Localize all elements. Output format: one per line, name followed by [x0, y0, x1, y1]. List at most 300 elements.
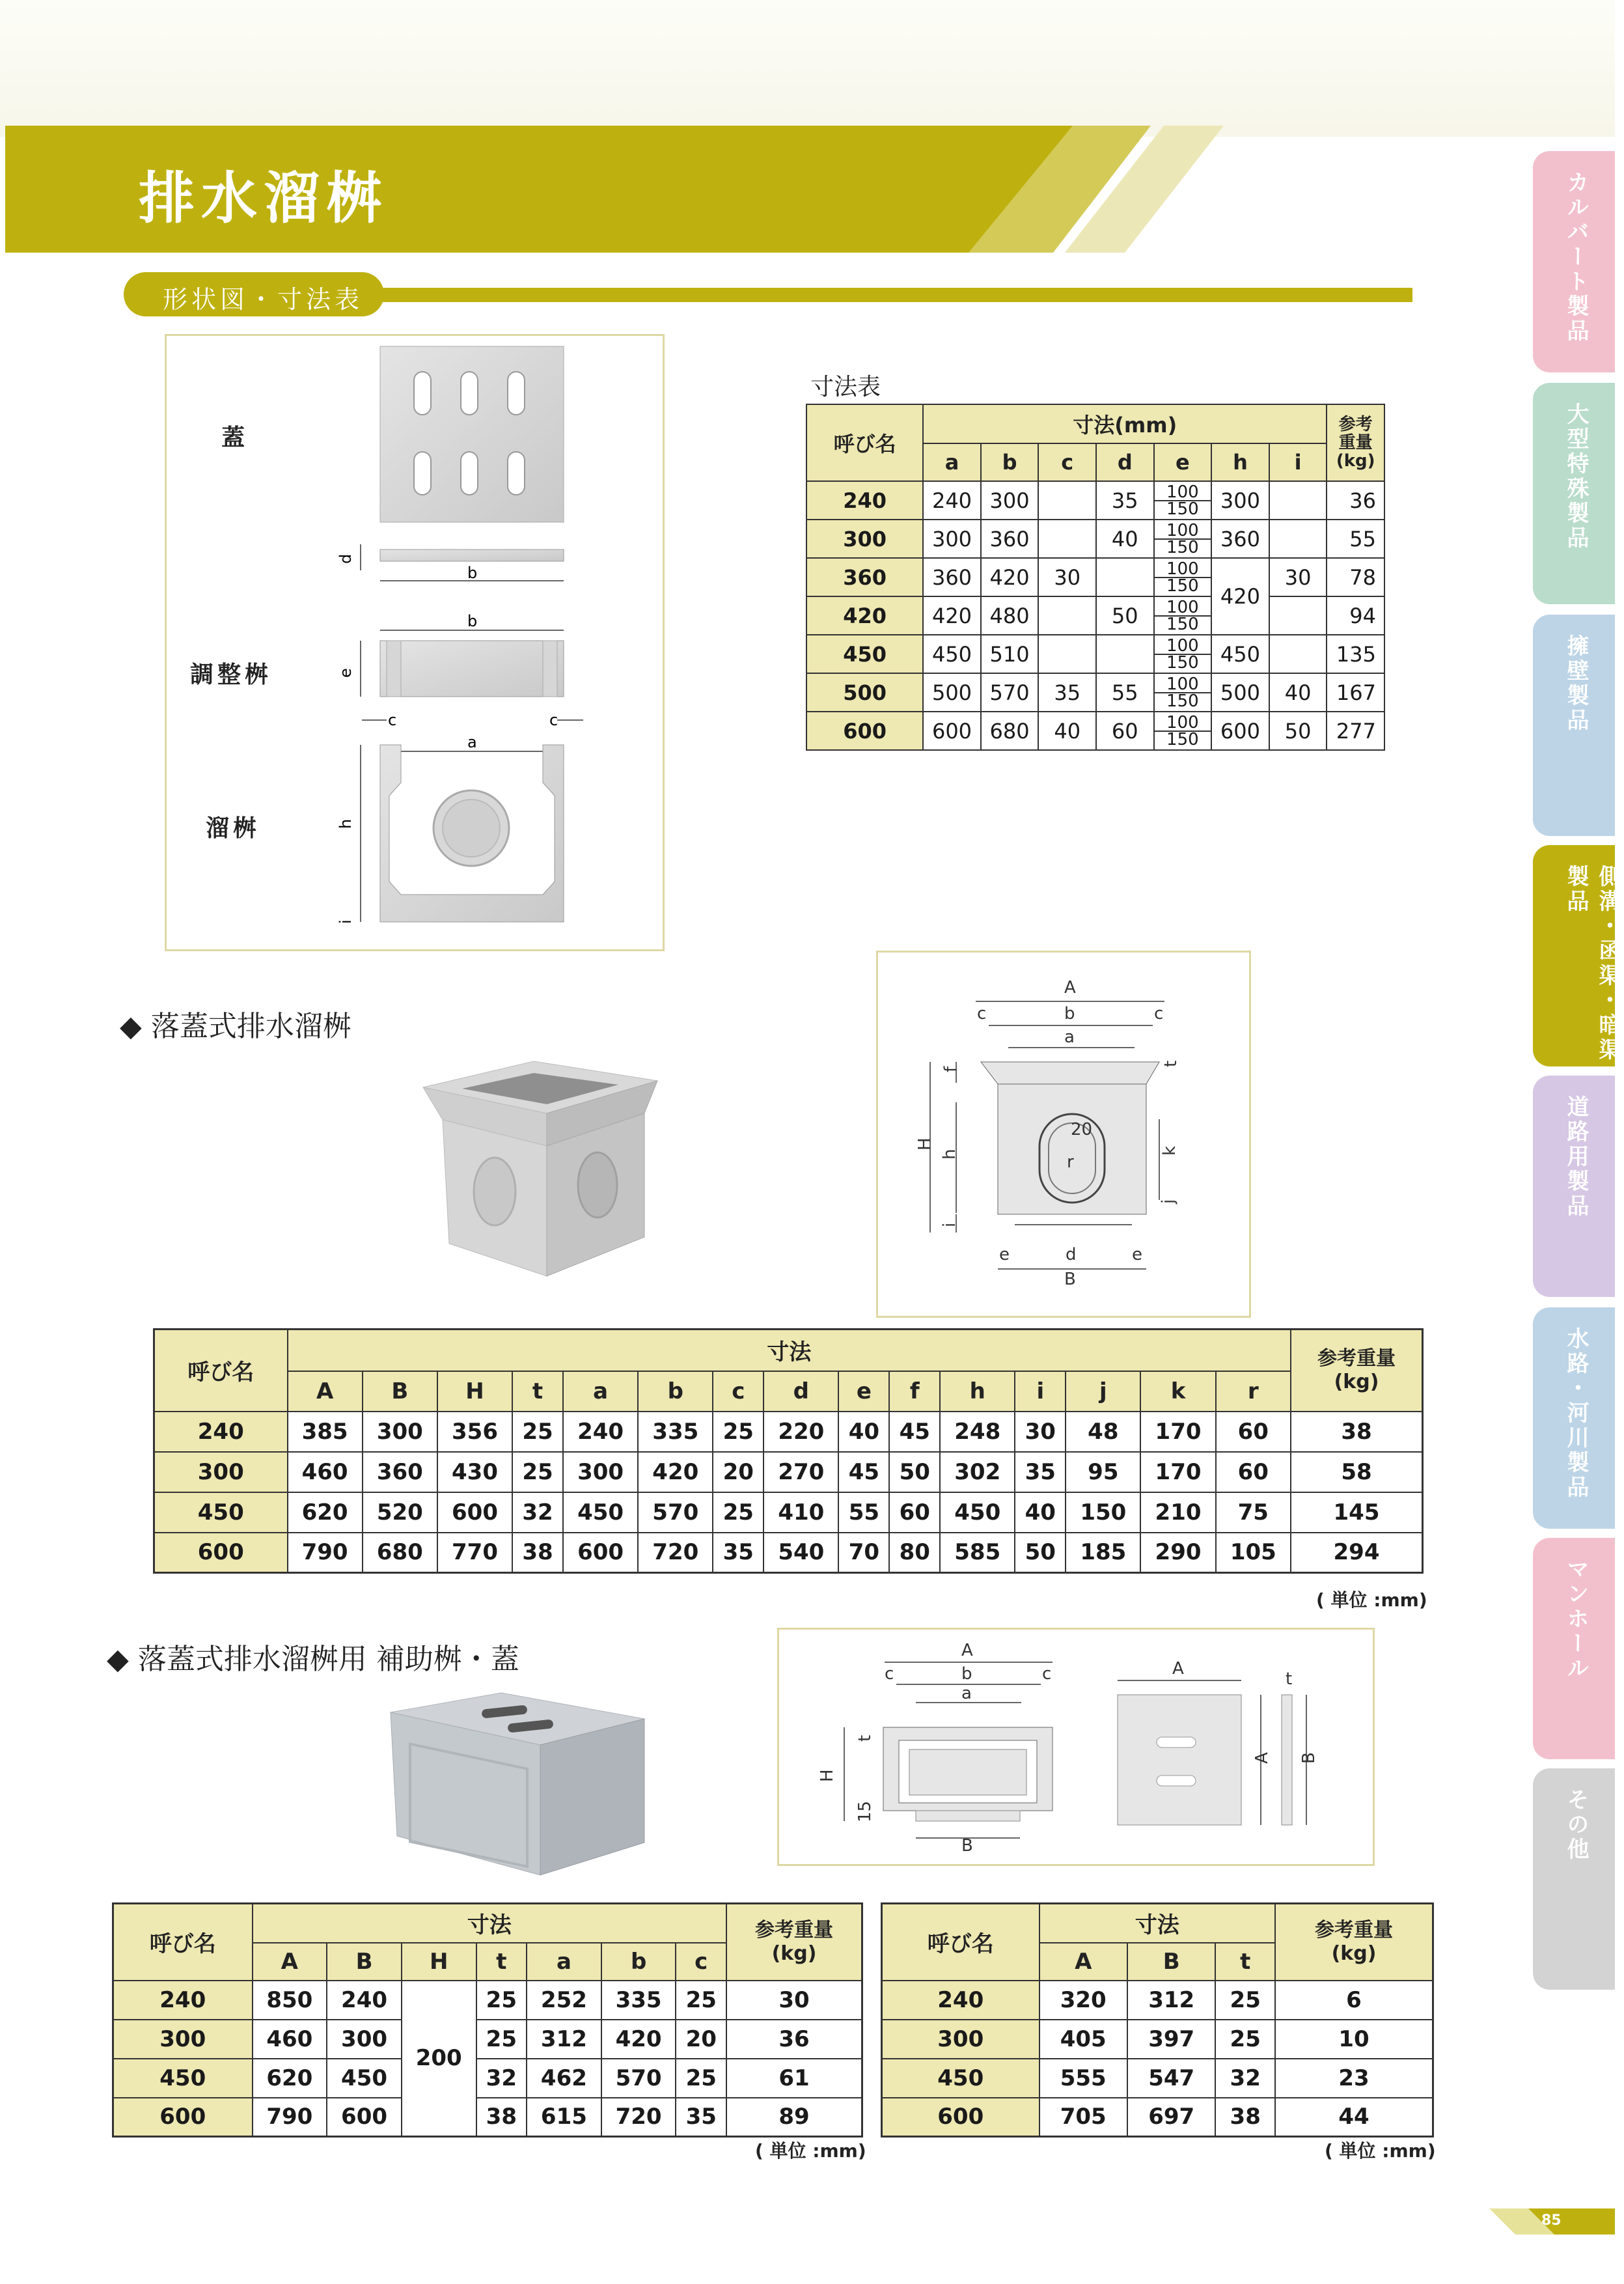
cell-k: 170 — [1140, 1452, 1215, 1492]
cell-H: 600 — [437, 1492, 512, 1533]
column-header: c — [676, 1943, 726, 1981]
cell-a: 420 — [923, 596, 981, 635]
table-row — [806, 712, 1384, 750]
cell-a: 462 — [527, 2059, 601, 2098]
cell-e-top: 100 — [1155, 484, 1211, 501]
cell-j: 95 — [1066, 1452, 1140, 1492]
cell-j: 48 — [1066, 1412, 1140, 1452]
column-header: c — [713, 1371, 764, 1412]
cell-A: 705 — [1039, 2098, 1127, 2137]
column-header: j — [1066, 1371, 1140, 1412]
section-bar — [124, 272, 1412, 314]
cell-B: 520 — [363, 1492, 437, 1533]
cell-weight: 6 — [1275, 1981, 1433, 2020]
cell-i: 50 — [1015, 1533, 1066, 1573]
basin-parts-drawing — [167, 336, 663, 949]
cell-e — [1154, 673, 1212, 712]
svg-text:t: t — [1286, 1669, 1293, 1689]
cell-A: 555 — [1039, 2059, 1127, 2098]
cell-d — [1096, 558, 1154, 596]
cell-c: 30 — [1038, 558, 1096, 596]
cell-i — [1269, 596, 1327, 635]
cell-B: 397 — [1127, 2020, 1215, 2059]
table1-caption: 寸法表 — [810, 374, 881, 400]
svg-text:H: H — [818, 1769, 837, 1782]
table-row — [806, 558, 1384, 596]
svg-text:A: A — [1252, 1752, 1272, 1764]
column-header: k — [1140, 1371, 1215, 1412]
svg-text:b: b — [1064, 1004, 1075, 1024]
column-header: A — [253, 1943, 327, 1981]
table3-unit: ( 単位 :mm) — [755, 2140, 866, 2162]
column-header: H — [402, 1943, 476, 1981]
cell-a: 300 — [923, 520, 981, 558]
side-tab-road[interactable]: 道路用製品 — [1533, 1076, 1615, 1297]
page-title: 排水溜桝 — [139, 166, 389, 231]
cell-e-top: 100 — [1155, 676, 1211, 693]
section3-heading: ◆ 落蓋式排水溜桝用 補助桝・蓋 — [107, 1643, 519, 1676]
cell-A: 385 — [288, 1412, 363, 1452]
svg-text:c: c — [388, 711, 397, 729]
column-header: t — [1215, 1943, 1275, 1981]
header-name: 呼び名 — [154, 1330, 288, 1412]
svg-text:A: A — [1172, 1659, 1184, 1678]
row-name: 450 — [154, 1492, 288, 1533]
column-header: i — [1015, 1371, 1066, 1412]
section2-heading: ◆ 落蓋式排水溜桝 — [120, 1010, 351, 1043]
cell-h: 360 — [1211, 520, 1269, 558]
table-row — [113, 2059, 862, 2098]
cell-weight: 44 — [1275, 2098, 1433, 2137]
cell-c — [1038, 520, 1096, 558]
cell-c: 35 — [713, 1533, 764, 1573]
table2-unit: ( 単位 :mm) — [1316, 1589, 1427, 1611]
column-header: d — [1096, 443, 1154, 481]
cell-r: 60 — [1216, 1452, 1291, 1492]
svg-text:h: h — [940, 1149, 959, 1160]
svg-text:t: t — [855, 1734, 875, 1742]
cell-c — [1038, 635, 1096, 673]
cell-b: 570 — [981, 673, 1039, 712]
cell-e: 55 — [838, 1492, 889, 1533]
side-tab-manhole[interactable]: マンホール — [1533, 1538, 1615, 1759]
cell-B: 312 — [1127, 1981, 1215, 2020]
cell-weight: 89 — [726, 2098, 862, 2137]
cell-h: 302 — [940, 1452, 1015, 1492]
cell-e-bottom: 150 — [1166, 614, 1199, 634]
cell-i: 35 — [1015, 1452, 1066, 1492]
column-header: B — [363, 1371, 437, 1412]
row-name: 450 — [806, 635, 923, 673]
svg-text:e: e — [337, 668, 355, 678]
cell-e — [1154, 558, 1212, 596]
diagram-drop-lid-basin — [876, 951, 1251, 1318]
product-photo-drop-lid-basin — [417, 1061, 670, 1283]
svg-text:b: b — [961, 1664, 972, 1684]
cell-i: 50 — [1269, 712, 1327, 750]
column-header: a — [527, 1943, 601, 1981]
row-name: 300 — [806, 520, 923, 558]
cell-weight: 30 — [726, 1981, 862, 2020]
svg-text:15: 15 — [855, 1800, 875, 1822]
column-header: h — [940, 1371, 1015, 1412]
side-tab-culvert[interactable]: カルバート製品 — [1533, 151, 1615, 372]
cell-A: 460 — [253, 2020, 327, 2059]
side-tab-other[interactable]: その他 — [1533, 1768, 1615, 1990]
cell-c: 25 — [713, 1412, 764, 1452]
cell-d: 55 — [1096, 673, 1154, 712]
cell-a: 252 — [527, 1981, 601, 2020]
svg-text:j: j — [1159, 1199, 1178, 1204]
column-header: e — [1154, 443, 1212, 481]
cell-t: 32 — [1215, 2059, 1275, 2098]
cell-a: 450 — [923, 635, 981, 673]
table-row — [806, 481, 1384, 520]
cell-t: 25 — [476, 2020, 527, 2059]
svg-text:a: a — [1064, 1027, 1075, 1047]
column-header: B — [1127, 1943, 1215, 1981]
svg-text:c: c — [885, 1664, 894, 1684]
svg-text:i: i — [940, 1222, 959, 1227]
table-row — [806, 596, 1384, 635]
svg-text:c: c — [549, 711, 558, 729]
cell-a: 300 — [563, 1452, 638, 1492]
cell-r: 105 — [1216, 1533, 1291, 1573]
cell-A: 620 — [288, 1492, 363, 1533]
cell-weight: 38 — [1291, 1412, 1423, 1452]
svg-text:A: A — [1064, 978, 1076, 997]
cell-a: 450 — [563, 1492, 638, 1533]
cell-b: 570 — [638, 1492, 713, 1533]
cell-i — [1269, 481, 1327, 520]
cell-c: 25 — [713, 1492, 764, 1533]
table-row — [154, 1412, 1423, 1452]
cell-k: 170 — [1140, 1412, 1215, 1452]
cell-a: 360 — [923, 558, 981, 596]
cell-b: 510 — [981, 635, 1039, 673]
svg-text:f: f — [941, 1066, 961, 1072]
header-name: 呼び名 — [882, 1904, 1039, 1981]
cell-e-bottom: 150 — [1166, 499, 1199, 519]
cell-weight: 58 — [1291, 1452, 1423, 1492]
cell-a: 600 — [923, 712, 981, 750]
cell-k: 210 — [1140, 1492, 1215, 1533]
cell-e — [1154, 712, 1212, 750]
cell-A: 790 — [253, 2098, 327, 2137]
column-header: b — [981, 443, 1039, 481]
cell-c — [1038, 481, 1096, 520]
svg-text:r: r — [1067, 1152, 1074, 1172]
row-name: 600 — [882, 2098, 1039, 2137]
cell-B: 600 — [327, 2098, 402, 2137]
cell-h: 600 — [1211, 712, 1269, 750]
cell-A: 850 — [253, 1981, 327, 2020]
cell-weight: 36 — [726, 2020, 862, 2059]
svg-text:c: c — [1042, 1664, 1052, 1684]
side-tab-retaining[interactable]: 擁壁製品 — [1533, 615, 1615, 836]
cell-f: 45 — [889, 1412, 940, 1452]
cell-weight: 36 — [1327, 481, 1384, 520]
cell-i: 30 — [1269, 558, 1327, 596]
cell-f: 50 — [889, 1452, 940, 1492]
row-name: 360 — [806, 558, 923, 596]
cell-weight: 61 — [726, 2059, 862, 2098]
svg-text:A: A — [961, 1641, 973, 1660]
dimension-table-basin — [806, 404, 1385, 751]
cell-d: 220 — [764, 1412, 838, 1452]
row-name: 240 — [806, 481, 923, 520]
cell-e-top: 100 — [1155, 600, 1211, 617]
table-row — [806, 520, 1384, 558]
cell-t: 25 — [512, 1452, 563, 1492]
side-tab-large[interactable]: 大型特殊製品 — [1533, 383, 1615, 604]
cell-f: 60 — [889, 1492, 940, 1533]
cell-a: 500 — [923, 673, 981, 712]
row-name: 420 — [806, 596, 923, 635]
column-header: B — [327, 1943, 402, 1981]
row-name: 450 — [113, 2059, 253, 2098]
cell-H: 430 — [437, 1452, 512, 1492]
cell-H: 356 — [437, 1412, 512, 1452]
svg-text:d: d — [337, 553, 355, 564]
cell-weight: 277 — [1327, 712, 1384, 750]
cell-t: 32 — [476, 2059, 527, 2098]
cell-h: 300 — [1211, 481, 1269, 520]
header-dims: 寸法(mm) — [923, 404, 1327, 443]
cell-b: 420 — [981, 558, 1039, 596]
table-row — [806, 673, 1384, 712]
cell-weight: 78 — [1327, 558, 1384, 596]
cell-H: 200 — [402, 1981, 476, 2137]
cell-d — [1096, 635, 1154, 673]
cell-A: 620 — [253, 2059, 327, 2098]
cell-b: 360 — [981, 520, 1039, 558]
row-name: 300 — [882, 2020, 1039, 2059]
row-name: 240 — [154, 1412, 288, 1452]
cell-A: 405 — [1039, 2020, 1127, 2059]
cell-t: 25 — [476, 1981, 527, 2020]
cell-k: 290 — [1140, 1533, 1215, 1573]
cell-e-top: 100 — [1155, 715, 1211, 732]
cell-e: 40 — [838, 1412, 889, 1452]
cell-h: 450 — [940, 1492, 1015, 1533]
cell-h: 420 — [1211, 558, 1269, 635]
cell-weight: 55 — [1327, 520, 1384, 558]
cell-d: 270 — [764, 1452, 838, 1492]
column-header: e — [838, 1371, 889, 1412]
cell-e-bottom: 150 — [1166, 729, 1199, 749]
cell-e: 70 — [838, 1533, 889, 1573]
column-header: b — [638, 1371, 713, 1412]
svg-text:B: B — [1064, 1270, 1076, 1289]
cell-e-top: 100 — [1155, 561, 1211, 578]
cell-t: 38 — [476, 2098, 527, 2137]
cell-e-bottom: 150 — [1166, 691, 1199, 711]
title-banner — [5, 126, 1229, 253]
svg-text:e: e — [999, 1245, 1010, 1264]
column-header: t — [512, 1371, 563, 1412]
svg-text:a: a — [467, 733, 477, 751]
cell-t: 38 — [1215, 2098, 1275, 2137]
cell-d: 35 — [1096, 481, 1154, 520]
header-name: 呼び名 — [113, 1904, 253, 1981]
section-title: 形状図・寸法表 — [163, 285, 364, 314]
cell-e — [1154, 520, 1212, 558]
table-row — [154, 1452, 1423, 1492]
cell-h: 585 — [940, 1533, 1015, 1573]
cell-d: 410 — [764, 1492, 838, 1533]
svg-text:b: b — [467, 564, 478, 582]
cell-d: 50 — [1096, 596, 1154, 635]
cell-weight: 167 — [1327, 673, 1384, 712]
cell-e — [1154, 481, 1212, 520]
column-header: A — [1039, 1943, 1127, 1981]
cell-b: 480 — [981, 596, 1039, 635]
cell-weight: 294 — [1291, 1533, 1423, 1573]
figure-basin-parts — [165, 334, 665, 951]
cell-B: 360 — [363, 1452, 437, 1492]
cell-A: 460 — [288, 1452, 363, 1492]
cell-t: 25 — [1215, 2020, 1275, 2059]
table-row — [806, 635, 1384, 673]
cell-h: 500 — [1211, 673, 1269, 712]
column-header: A — [288, 1371, 363, 1412]
cell-r: 75 — [1216, 1492, 1291, 1533]
cell-t: 38 — [512, 1533, 563, 1573]
cell-j: 150 — [1066, 1492, 1140, 1533]
cell-e-bottom: 150 — [1166, 576, 1199, 596]
cell-d: 540 — [764, 1533, 838, 1573]
column-header: H — [437, 1371, 512, 1412]
svg-text:d: d — [1066, 1245, 1077, 1264]
table-row — [882, 2020, 1433, 2059]
cell-b: 570 — [601, 2059, 676, 2098]
svg-text:c: c — [1154, 1004, 1164, 1024]
cell-c: 40 — [1038, 712, 1096, 750]
cell-B: 300 — [327, 2020, 402, 2059]
cell-B: 450 — [327, 2059, 402, 2098]
svg-text:B: B — [961, 1836, 973, 1856]
cell-b: 720 — [601, 2098, 676, 2137]
product-photo-auxiliary-basin — [384, 1693, 651, 1882]
column-header: a — [563, 1371, 638, 1412]
cell-d: 40 — [1096, 520, 1154, 558]
cell-b: 720 — [638, 1533, 713, 1573]
cell-weight: 10 — [1275, 2020, 1433, 2059]
row-name: 500 — [806, 673, 923, 712]
cell-weight: 94 — [1327, 596, 1384, 635]
header-weight: 参考重量 (kg) — [1275, 1904, 1433, 1981]
svg-text:k: k — [1160, 1145, 1179, 1156]
column-header: h — [1211, 443, 1269, 481]
row-name: 450 — [882, 2059, 1039, 2098]
dimension-table-lid — [881, 1902, 1434, 2138]
cell-t: 32 — [512, 1492, 563, 1533]
cell-h: 450 — [1211, 635, 1269, 673]
cell-i — [1269, 635, 1327, 673]
side-tab-gutter[interactable]: 側溝・函渠・暗渠製品 — [1533, 845, 1615, 1066]
svg-text:20: 20 — [1071, 1120, 1093, 1139]
column-header: b — [601, 1943, 676, 1981]
cell-b: 335 — [601, 1981, 676, 2020]
svg-text:e: e — [1132, 1245, 1142, 1264]
header-weight: 参考 重量 (kg) — [1327, 404, 1384, 481]
row-name: 240 — [113, 1981, 253, 2020]
row-name: 300 — [154, 1452, 288, 1492]
cell-B: 240 — [327, 1981, 402, 2020]
table-row — [882, 2059, 1433, 2098]
cell-e — [1154, 596, 1212, 635]
column-header: d — [764, 1371, 838, 1412]
cell-B: 547 — [1127, 2059, 1215, 2098]
svg-text:B: B — [1299, 1752, 1319, 1764]
svg-text:t: t — [1161, 1060, 1181, 1067]
column-header: r — [1216, 1371, 1291, 1412]
cell-r: 60 — [1216, 1412, 1291, 1452]
cell-c: 25 — [676, 2059, 726, 2098]
table4-unit: ( 単位 :mm) — [1325, 2140, 1436, 2162]
cell-b: 680 — [981, 712, 1039, 750]
column-header: t — [476, 1943, 527, 1981]
cell-c: 20 — [713, 1452, 764, 1492]
label-adjust: 調整桝 — [190, 662, 273, 688]
table-row — [882, 1981, 1433, 2020]
cell-a: 600 — [563, 1533, 638, 1573]
row-name: 240 — [882, 1981, 1039, 2020]
side-tab-waterway[interactable]: 水路・河川製品 — [1533, 1307, 1615, 1529]
row-name: 600 — [806, 712, 923, 750]
cell-f: 80 — [889, 1533, 940, 1573]
cell-i — [1269, 520, 1327, 558]
cell-weight: 145 — [1291, 1492, 1423, 1533]
table-row — [113, 2098, 862, 2137]
cell-c: 25 — [676, 1981, 726, 2020]
header-weight: 参考重量 (kg) — [1291, 1330, 1423, 1412]
cell-a: 615 — [527, 2098, 601, 2137]
cell-B: 300 — [363, 1412, 437, 1452]
svg-text:a: a — [961, 1684, 972, 1703]
auxiliary-basin-lid-drawing — [779, 1630, 1373, 1864]
cell-B: 697 — [1127, 2098, 1215, 2137]
cell-B: 680 — [363, 1533, 437, 1573]
cell-b: 300 — [981, 481, 1039, 520]
dimension-table-drop-lid-basin — [153, 1328, 1424, 1574]
cell-c: 35 — [1038, 673, 1096, 712]
cell-e-top: 100 — [1155, 638, 1211, 655]
cell-e-bottom: 150 — [1166, 537, 1199, 557]
page-background-gradient — [0, 0, 1615, 137]
cell-a: 240 — [923, 481, 981, 520]
svg-text:h: h — [337, 818, 355, 829]
cell-a: 240 — [563, 1412, 638, 1452]
cell-weight: 135 — [1327, 635, 1384, 673]
column-header: a — [923, 443, 981, 481]
cell-H: 770 — [437, 1533, 512, 1573]
cell-c: 35 — [676, 2098, 726, 2137]
svg-text:b: b — [467, 612, 478, 630]
cell-i: 30 — [1015, 1412, 1066, 1452]
cell-d: 60 — [1096, 712, 1154, 750]
row-name: 600 — [113, 2098, 253, 2137]
cell-t: 25 — [512, 1412, 563, 1452]
cell-weight: 23 — [1275, 2059, 1433, 2098]
header-weight: 参考重量 (kg) — [726, 1904, 862, 1981]
cell-j: 185 — [1066, 1533, 1140, 1573]
cell-e-bottom: 150 — [1166, 652, 1199, 673]
cell-i: 40 — [1015, 1492, 1066, 1533]
cell-c: 20 — [676, 2020, 726, 2059]
label-lid: 蓋 — [221, 425, 245, 451]
